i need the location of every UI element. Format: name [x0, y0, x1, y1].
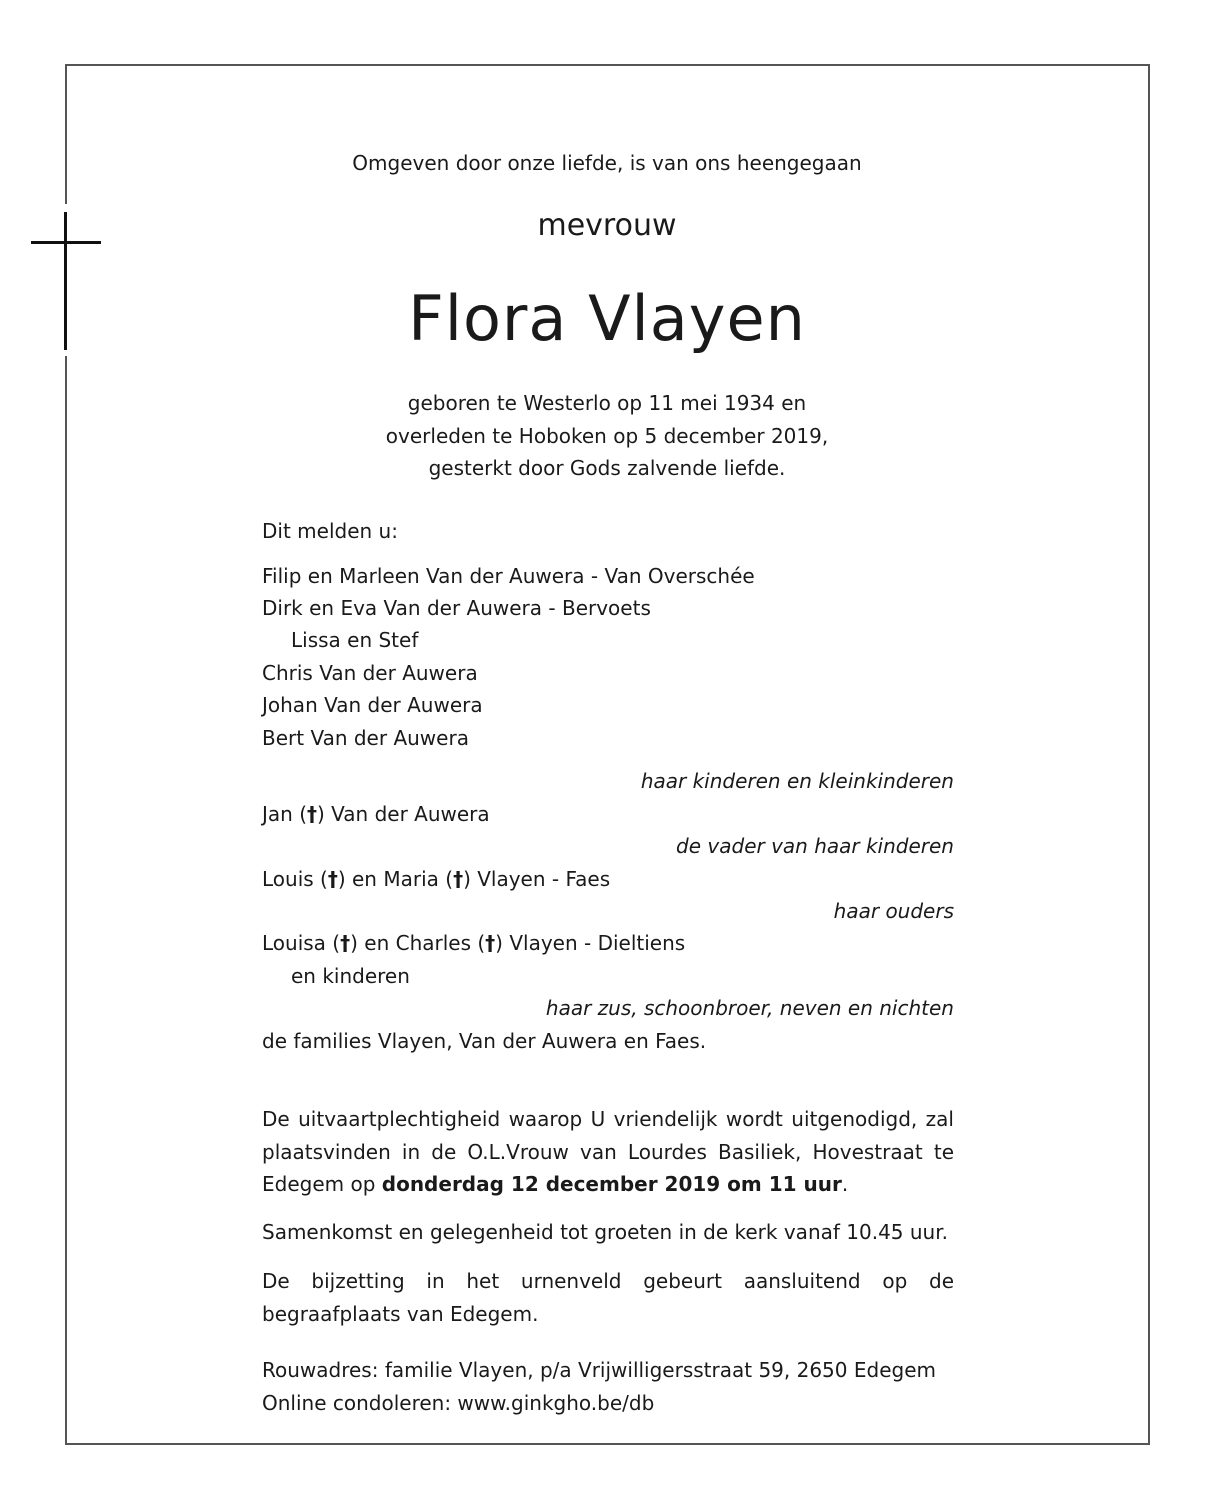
- mourner-line: Johan Van der Auwera: [262, 693, 483, 717]
- text-fragment: Jan (: [262, 802, 307, 826]
- frame-border-top: [65, 64, 1150, 66]
- died-line: overleden te Hoboken op 5 december 2019,: [385, 423, 829, 448]
- text-fragment: ) Vlayen - Dieltiens: [495, 931, 686, 955]
- mourner-line-indented: en kinderen: [291, 964, 410, 988]
- frame-border-left-upper: [65, 64, 67, 204]
- text-fragment: Louisa (: [262, 931, 341, 955]
- intro-text: Omgeven door onze liefde, is van ons heengegaan: [352, 151, 862, 175]
- dagger-icon: †: [327, 867, 338, 891]
- text-fragment: ) en Maria (: [337, 867, 454, 891]
- mourner-line: Chris Van der Auwera: [262, 661, 478, 685]
- text-fragment: De uitvaartplechtigheid waarop U vriendelijk wordt uitgenodigd, zal plaatsvinden in de O.L.Vrouw van Lourdes Basiliek, Hovestraat te Edegem op: [262, 1107, 954, 1196]
- born-line: geboren te Westerlo op 11 mei 1934 en: [407, 391, 807, 415]
- dagger-icon: †: [485, 931, 496, 955]
- relation-label: haar ouders: [833, 899, 954, 923]
- mourner-line: [262, 931, 685, 955]
- birth-death-block: [0, 387, 1214, 485]
- honorific: mevrouw: [537, 208, 677, 243]
- dagger-icon: †: [340, 931, 351, 955]
- online-condolence: Online condoleren: www.ginkgho.be/db: [262, 1391, 655, 1415]
- mourning-address: Rouwadres: familie Vlayen, p/a Vrijwilligersstraat 59, 2650 Edegem: [262, 1358, 936, 1382]
- text-fragment: ) en Charles (: [350, 931, 486, 955]
- relation-label: haar zus, schoonbroer, neven en nichten: [545, 996, 954, 1020]
- mourner-line: [262, 867, 610, 891]
- mourners-heading: Dit melden u:: [262, 519, 398, 543]
- frame-border-left-lower: [65, 356, 67, 1445]
- gathering-paragraph: Samenkomst en gelegenheid tot groeten in de kerk vanaf 10.45 uur.: [262, 1220, 948, 1244]
- strengthened-line: gesterkt door Gods zalvende liefde.: [428, 456, 786, 480]
- deceased-name: Flora Vlayen: [408, 282, 806, 355]
- text-fragment: Louis (: [262, 867, 328, 891]
- dagger-icon: †: [453, 867, 464, 891]
- mourner-line: Bert Van der Auwera: [262, 726, 469, 750]
- mourner-line: Filip en Marleen Van der Auwera - Van Overschée: [262, 564, 755, 588]
- relation-label: de vader van haar kinderen: [676, 834, 954, 858]
- text-fragment: .: [841, 1172, 849, 1196]
- mourner-line: [262, 802, 490, 826]
- funeral-paragraph: [262, 1103, 954, 1201]
- mourner-line: Dirk en Eva Van der Auwera - Bervoets: [262, 596, 651, 620]
- mourner-line-indented: Lissa en Stef: [291, 628, 419, 652]
- burial-paragraph: De bijzetting in het urnenveld gebeurt aansluitend op de begraafplaats van Edegem.: [262, 1269, 954, 1326]
- funeral-date: donderdag 12 december 2019 om 11 uur: [381, 1172, 842, 1196]
- frame-border-right: [1148, 64, 1150, 1445]
- relation-label: haar kinderen en kleinkinderen: [640, 769, 954, 793]
- text-fragment: ) Van der Auwera: [317, 802, 490, 826]
- families-line: de families Vlayen, Van der Auwera en Faes.: [262, 1029, 707, 1053]
- text-fragment: ) Vlayen - Faes: [463, 867, 611, 891]
- frame-border-bottom: [65, 1443, 1150, 1445]
- dagger-icon: †: [307, 802, 317, 826]
